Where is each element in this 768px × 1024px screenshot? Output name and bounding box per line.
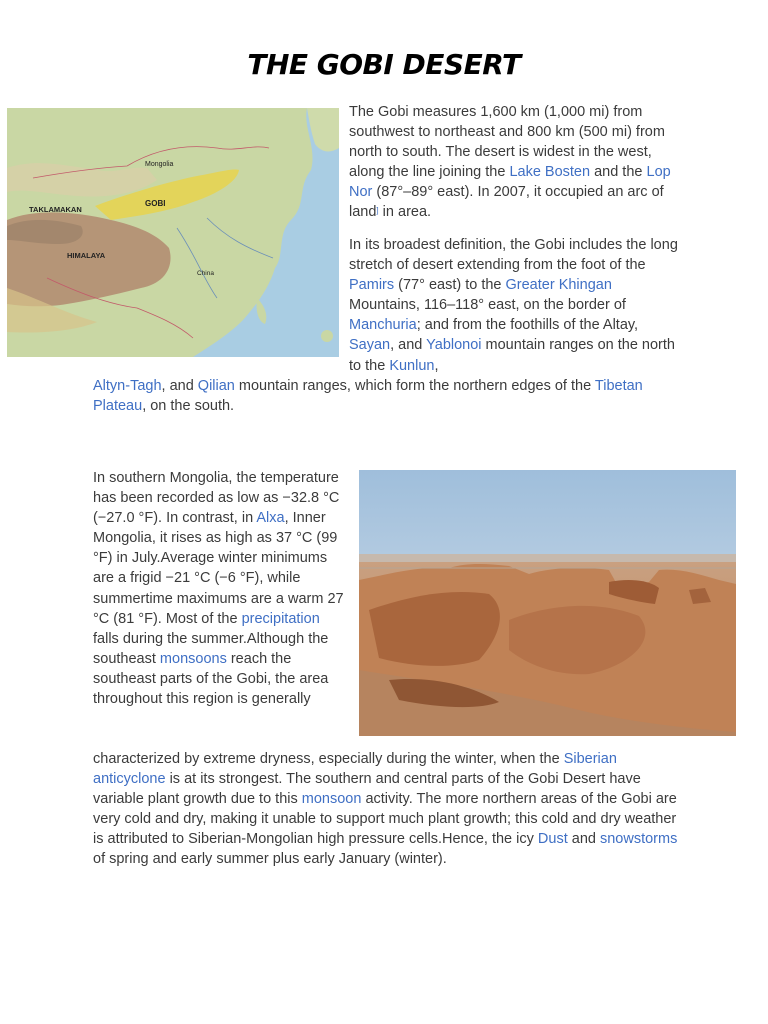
link-snowstorms[interactable]: snowstorms xyxy=(599,831,678,848)
map-label-mongolia: Mongolia xyxy=(145,161,174,168)
link-altyn-tagh[interactable]: Altyn-Tagh xyxy=(93,378,162,394)
p2-text-1: In its broadest definition, the Gobi includes the long stretch of desert extending from the foot of the xyxy=(349,237,678,274)
paragraph-broadest-definition-continued xyxy=(93,376,683,416)
p2b-text-1: , and xyxy=(161,378,198,394)
p2-text-2: (77° east) to the xyxy=(394,277,506,294)
paragraph-broadest-definition xyxy=(349,235,681,376)
link-dust[interactable]: Dust xyxy=(537,831,568,848)
p1-text-4: in area. xyxy=(378,204,432,221)
p1-text-1: The Gobi measures 1,600 km (1,000 mi) from southwest to northeast and 800 km (500 mi) from north to south. The desert is widest in the west, along the line joining the xyxy=(349,104,665,181)
paragraph-temperature-continued xyxy=(93,749,683,870)
p3b-text-2: is at its strongest. The southern and central parts of the Gobi Desert have variable plant growth due to this xyxy=(93,771,641,808)
link-yablonoi[interactable]: Yablonoi xyxy=(426,337,482,354)
link-siberian-anticyclone[interactable]: Siberian anticyclone xyxy=(93,751,617,788)
p2-text-5: , and xyxy=(390,337,427,354)
page-title: THE GOBI DESERT xyxy=(247,48,521,81)
link-pamirs[interactable]: Pamirs xyxy=(349,277,395,294)
p3b-text-1: characterized by extreme dryness, especially during the winter, when the xyxy=(93,751,564,767)
link-manchuria[interactable]: Manchuria xyxy=(349,317,417,334)
p3-text-3: falls during the summer.Although the southeast xyxy=(93,630,329,667)
p2-text-7: , xyxy=(434,357,439,374)
paragraph-temperature xyxy=(93,468,345,709)
link-kunlun[interactable]: Kunlun xyxy=(389,357,435,374)
link-tibetan-plateau[interactable]: Tibetan Plateau xyxy=(93,378,643,415)
p1-text-2: and the xyxy=(590,164,647,181)
p3b-text-3: activity. The more northern areas of the Gobi are very cold and dry, making it unable to support much plant growth; this cold and dry weather is attributed to Siberian-Mongolian high pressure cells.Hence, the icy xyxy=(93,791,677,848)
link-alxa[interactable]: Alxa xyxy=(256,510,285,527)
paragraph-dimensions xyxy=(349,102,681,223)
p3b-text-5: of spring and early summer plus early January (winter). xyxy=(93,851,447,868)
p2-text-6: mountain ranges on the north to the xyxy=(349,337,675,374)
map-label-taklamakan: TAKLAMAKAN xyxy=(29,205,82,214)
map-label-china: China xyxy=(197,270,214,277)
p3b-text-4: and xyxy=(567,831,600,848)
reference-marker[interactable]: ] xyxy=(376,206,379,216)
p3-text-4: reach the southeast parts of the Gobi, the area throughout this region is generally xyxy=(93,650,329,708)
link-lake-bosten[interactable]: Lake Bosten xyxy=(509,164,591,181)
map-label-gobi: GOBI xyxy=(145,199,166,208)
link-qilian[interactable]: Qilian xyxy=(197,378,235,394)
link-monsoon[interactable]: monsoon xyxy=(301,791,362,808)
link-lop-nor[interactable]: Lop Nor xyxy=(349,164,671,201)
p2-text-4: ; and from the foothills of the Altay, xyxy=(416,317,639,334)
link-precipitation[interactable]: precipitation xyxy=(241,610,320,627)
link-monsoons[interactable]: monsoons xyxy=(159,650,227,667)
link-sayan[interactable]: Sayan xyxy=(349,337,391,354)
gobi-landscape-photo xyxy=(359,470,736,736)
gobi-map-image xyxy=(7,108,339,357)
p1-text-3: (87°–89° east). In 2007, it occupied an arc of land xyxy=(349,184,664,221)
p2b-text-2: mountain ranges, which form the northern edges of the xyxy=(234,378,595,394)
link-greater-khingan[interactable]: Greater Khingan xyxy=(505,277,612,294)
p2-text-3: Mountains, 116–118° east, on the border of xyxy=(349,297,626,314)
p2b-text-3: , on the south. xyxy=(142,398,235,415)
map-label-himalaya: HIMALAYA xyxy=(67,251,106,260)
p3-text-2: , Inner Mongolia, it rises as high as 37 °C (99 °F) in July.Average winter minimums are a frigid −21 °C (−6 °F), while summertime maximums are a warm 27 °C (81 °F). Most of the xyxy=(93,510,344,627)
p3-text-1: In southern Mongolia, the temperature has been recorded as low as −32.8 °C (−27.0 °F). In contrast, in xyxy=(93,470,340,527)
